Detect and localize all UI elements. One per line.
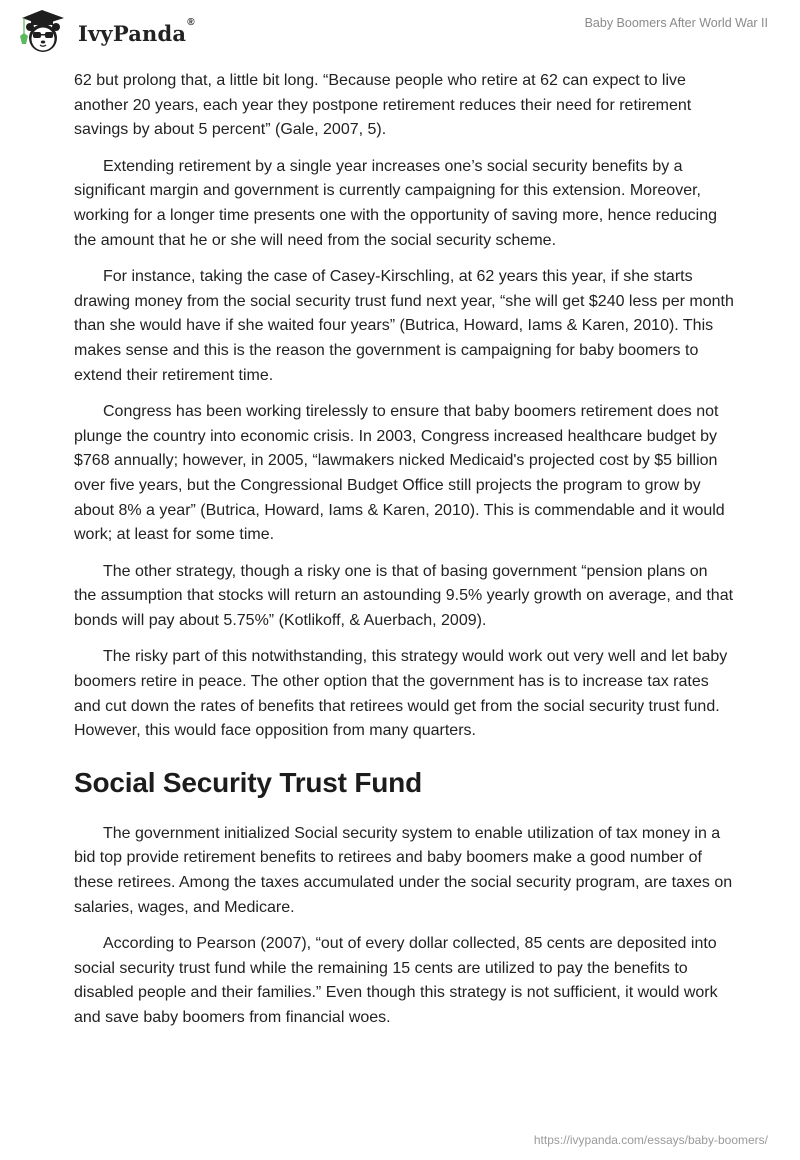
article-body [74, 69, 734, 1043]
paragraph: Congress has been working tirelessly to ensure that baby boomers retirement does not plunge the country into economic crisis. In 2003, Congress increased healthcare budget by $768 annually; however, in 2005, “lawmakers nicked Medicaid's projected cost by $5 billion over five years, but the Congressional Budget Office still projects the program to grow by about 8% a year” (Butrica, Howard, Iams & Karen, 2010). This is commendable and it would work; at least for some time. [74, 403, 725, 544]
brand-label: IvyPanda [78, 20, 187, 46]
page-header [0, 0, 800, 60]
brand-name [78, 16, 195, 46]
paragraph: For instance, taking the case of Casey-Kirschling, at 62 years this year, if she starts drawing money from the social security trust fund next year, “she will get $240 less per month than she would have if she waited four years” (Butrica, Howard, Iams & Karen, 2010). This makes sense and this is the reason the government is campaigning for baby boomers to extend their retirement time. [74, 268, 734, 384]
source-url[interactable]: https://ivypanda.com/essays/baby-boomers/ [533, 1133, 768, 1147]
paragraph: Extending retirement by a single year increases one’s social security benefits by a significant margin and government is currently campaigning for this extension. Moreover, working for a longer time presents one with the opportunity of saving more, hence reducing the amount that he or she will need from the social security scheme. [74, 157, 718, 249]
section-heading: Social Security Trust Fund [74, 766, 422, 798]
document-title: Baby Boomers After World War II [584, 16, 768, 30]
ivypanda-logo[interactable] [16, 8, 195, 54]
paragraph: The other strategy, though a risky one is that of basing government “pension plans on the assumption that stocks will return an astounding 9.5% yearly growth on average, and that bonds will pay about 5.75%” (Kotlikoff, & Auerbach, 2009). [74, 562, 734, 629]
paragraph: The government initialized Social security system to enable utilization of tax money in a bid top provide retirement benefits to retirees and baby boomers make a good number of these retirees. Among the taxes accumulated under the social security program, are taxes on salaries, wages, and Medicare. [74, 824, 733, 916]
paragraph: The risky part of this notwithstanding, this strategy would work out very well and let baby boomers retire in peace. The other option that the government has is to increase tax rates and cut down the rates of benefits that retirees would get from the social security trust fund. However, this would face opposition from many quarters. [74, 648, 728, 740]
panda-graduate-icon [16, 8, 74, 54]
paragraph: 62 but prolong that, a little bit long. “Because people who retire at 62 can expect to live another 20 years, each year they postpone retirement reduces their need for retirement savings by about 5 percent” (Gale, 2007, 5). [74, 72, 692, 139]
paragraph: According to Pearson (2007), “out of every dollar collected, 85 cents are deposited into social security trust fund while the remaining 15 cents are utilized to pay the benefits to disabled people and their families.” Even though this strategy is not sufficient, it would work and save baby boomers from financial woes. [74, 935, 718, 1026]
registered-mark: ® [187, 16, 195, 28]
